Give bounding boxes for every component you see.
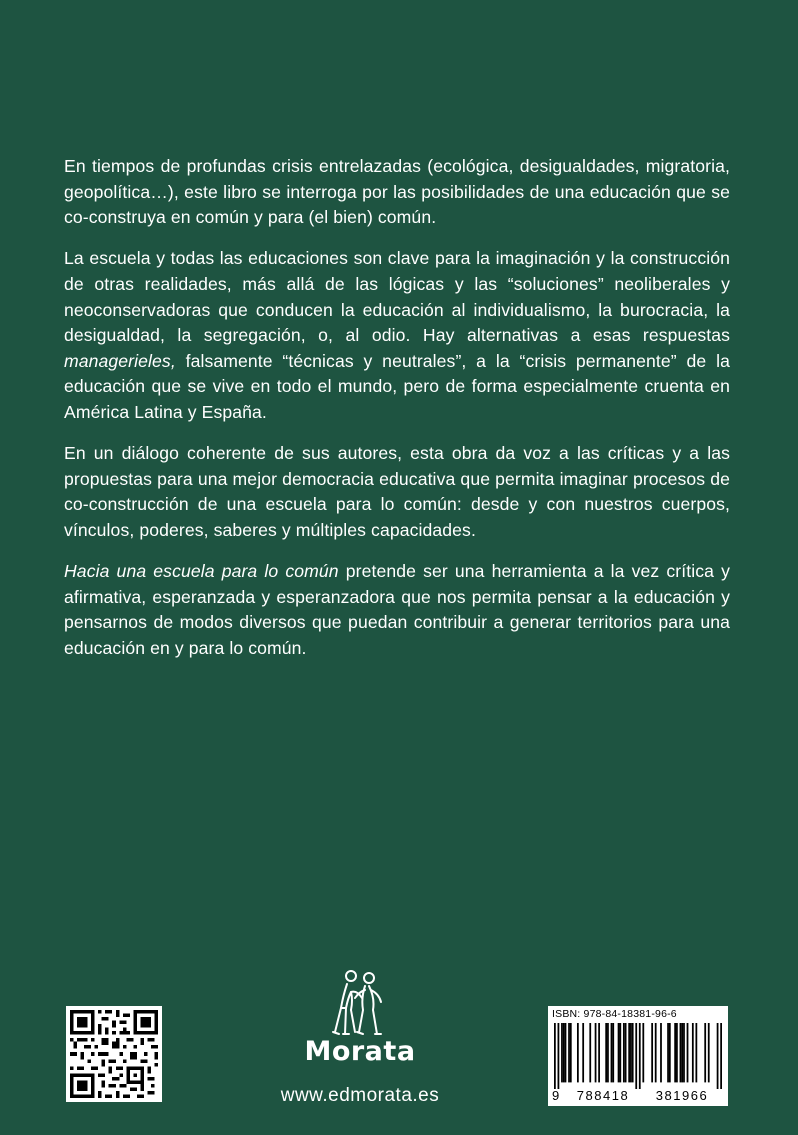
barcode-bar [612,1023,614,1082]
barcode-bar [628,1023,630,1082]
barcode-bar [651,1023,653,1082]
book-title-italic: Hacia una escuela para lo común [64,561,339,582]
paragraph-4 [64,559,730,661]
barcode-bar [655,1023,657,1082]
walking-figures-icon [329,968,391,1038]
barcode-bar [639,1023,641,1089]
barcode-bar [687,1023,689,1082]
barcode-bar [561,1023,563,1082]
barcode-bar [676,1023,678,1082]
barcode-bar [625,1023,627,1082]
barcode-bar [630,1023,632,1082]
barcode-bar [660,1023,662,1082]
barcode-bar [704,1023,706,1082]
barcode-bar [598,1023,600,1082]
back-cover-text [64,154,730,677]
paragraph-2 [64,246,730,425]
barcode-bar [582,1023,584,1082]
isbn-label: ISBN: 978-84-18381-96-6 [552,1008,677,1020]
barcode-bar [605,1023,607,1082]
qr-code-icon [70,1010,158,1098]
ean-digits [552,1088,726,1103]
barcode-bar [674,1023,676,1082]
barcode-bar [565,1023,567,1082]
barcode-bar [568,1023,570,1082]
barcode-bar [635,1023,637,1089]
paragraph-4-text: pretende ser una herramienta a la vez crítica y afirmativa, esperanzada y esperanzadora que nos permita pensar a la educación y pensarnos de modos diversos que puedan contribuir a generar territorios para una educación en y para lo común. [64,561,730,658]
barcode-bar [619,1023,621,1082]
barcode-bar [554,1023,556,1089]
barcode-bar [680,1023,682,1082]
barcode-bar [577,1023,579,1082]
paragraph-3: En un diálogo coherente de sus autores, esta obra da voz a las críticas y a las propuestas para una mejor democracia educativa que permita imaginar procesos de co-construcción de una escuela para lo común: desde y con nuestros cuerpos, vínculos, poderes, saberes y múltiples capacidades. [64,443,730,540]
barcode-bar [595,1023,597,1082]
barcode-bar [669,1023,671,1082]
barcode-bar [570,1023,572,1082]
paragraph-1: En tiempos de profundas crisis entrelazadas (ecológica, desigualdades, migratoria, geopolítica…), este libro se interroga por las posibilidades de una educación que se co-construya en común y para (el bien) común. [64,156,730,228]
barcode-bar [708,1023,710,1082]
barcode-bar [611,1023,613,1082]
barcode-bar [642,1023,644,1082]
barcode-bar [667,1023,669,1082]
barcode-bar [607,1023,609,1082]
publisher-website-link[interactable]: www.edmorata.es [280,1085,440,1106]
barcode-bar [558,1023,560,1089]
barcode-bar [683,1023,685,1082]
paragraph-2-tail: falsamente “técnicas y neutrales”, a la “crisis permanente” de la educación que se vive en todo el mundo, pero de forma especialmente cruenta en América Latina y España. [64,350,730,422]
barcode-bar [681,1023,683,1082]
barcode-bar [720,1023,722,1089]
isbn-barcode [548,1006,728,1106]
publisher-logo [300,968,420,1067]
ean-first-digit: 9 [552,1088,560,1103]
paragraph-2-text: La escuela y todas las educaciones son clave para la imaginación y la construcción de otras realidades, más allá de las lógicas y las “soluciones” neoliberales y neoconservadoras que conducen la educación al individualismo, la burocracia, la desigualdad, la segregación, o, al odio. Hay alternativas a esas respuestas [64,248,730,346]
barcode-bar [717,1023,719,1089]
qr-code[interactable] [66,1006,162,1102]
barcode-bar [563,1023,565,1082]
barcode-bar [623,1023,625,1082]
barcode-bars [554,1023,722,1089]
barcode-bar [618,1023,620,1082]
barcode-bar [695,1023,697,1082]
ean-right-group: 381966 [655,1088,709,1103]
paragraph-2-italic: managerieles, [64,350,176,371]
publisher-name: Morata [304,1036,416,1067]
barcode-bar [692,1023,694,1082]
ean-left-group: 788418 [576,1088,630,1103]
barcode-bar [589,1023,591,1082]
barcode-bar [632,1023,634,1082]
